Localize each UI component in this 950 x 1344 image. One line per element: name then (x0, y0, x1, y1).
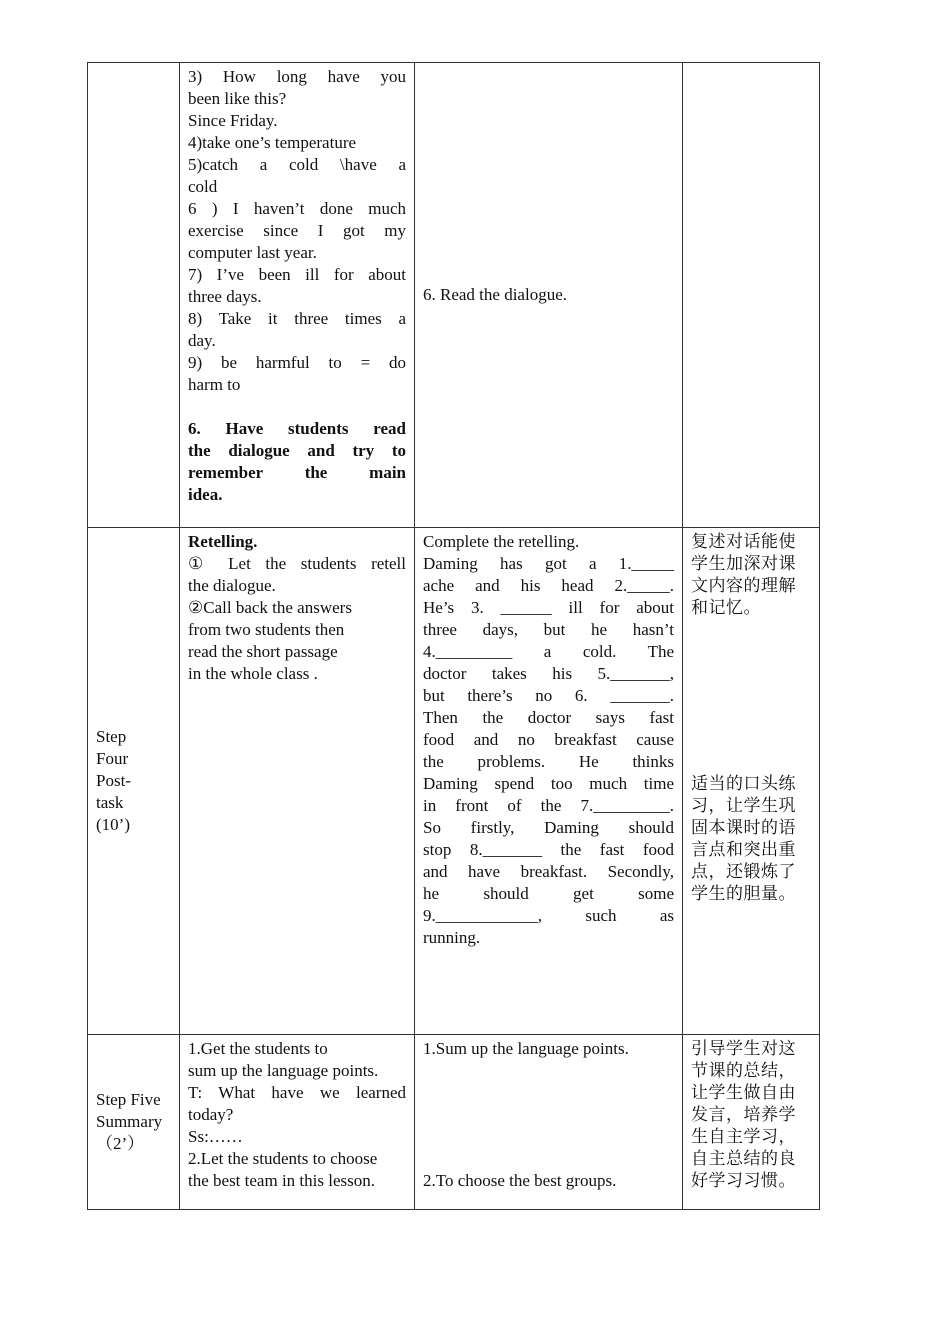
teacher-line: 2.Let the students to choose (188, 1149, 378, 1168)
student-line: he should get some (423, 884, 674, 903)
teacher-activity-cell (180, 63, 415, 528)
teacher-line: day. (188, 331, 216, 350)
student-line: ache and his head 2._____. (423, 576, 674, 595)
student-line: 1.Sum up the language points. (423, 1039, 629, 1058)
teacher-line: harm to (188, 375, 241, 394)
step-cell (88, 63, 180, 528)
teacher-line: ②Call back the answers (188, 598, 352, 617)
student-line: food and no breakfast cause (423, 730, 674, 749)
teacher-line: 1.Get the students to (188, 1039, 328, 1058)
student-line: running. (423, 928, 481, 947)
teacher-line: cold (188, 177, 218, 196)
student-line: 4._________ a cold. The (423, 642, 674, 661)
purpose-line: 发言，培养学 (691, 1105, 796, 1125)
student-line (423, 1126, 674, 1148)
purpose-line: 言点和突出重 (691, 840, 796, 860)
purpose-line (691, 751, 811, 773)
teacher-line: 4)take one’s temperature (188, 133, 357, 152)
student-line: 6. Read the dialogue. (423, 285, 567, 304)
teacher-line: 3) How long have you (188, 67, 406, 86)
student-line: and have breakfast. Secondly, (423, 862, 674, 881)
teacher-line: 6 ) I haven’t done much (188, 199, 406, 218)
teacher-line: today? (188, 1105, 234, 1124)
student-line (423, 1148, 674, 1170)
teacher-line: ① Let the students retell (188, 554, 406, 573)
teacher-line: 5)catch a cold \have a (188, 155, 406, 174)
teacher-line: T: What have we learned (188, 1083, 406, 1102)
purpose-line (691, 619, 811, 641)
teacher-line: 8) Take it three times a (188, 309, 406, 328)
teacher-line: 9) be harmful to = do (188, 353, 406, 372)
purpose-line: 点，还锻炼了 (691, 862, 796, 882)
teacher-line: 7) I’ve been ill for about (188, 265, 406, 284)
purpose-line: 和记忆。 (691, 598, 761, 618)
step-cell (88, 528, 180, 1035)
purpose-line: 适当的口头练 (691, 774, 796, 794)
teacher-line: three days. (188, 287, 262, 306)
teacher-line: the dialogue. (188, 576, 276, 595)
student-line: Complete the retelling. (423, 532, 580, 551)
step-label: (10’) (96, 815, 130, 834)
teacher-line: Retelling. (188, 532, 258, 551)
purpose-line: 好学习习惯。 (691, 1171, 796, 1191)
purpose-line (691, 685, 811, 707)
teacher-line: been like this? (188, 89, 287, 108)
step-label: task (96, 793, 124, 812)
student-line: three days, but he hasn’t (423, 620, 674, 639)
purpose-line (691, 707, 811, 729)
teacher-line: Since Friday. (188, 111, 278, 130)
student-activity-cell (415, 528, 683, 1035)
purpose-line: 固本课时的语 (691, 818, 796, 838)
purpose-cell (683, 528, 820, 1035)
step-cell (88, 1035, 180, 1210)
purpose-line: 生自主学习， (691, 1127, 796, 1147)
purpose-cell (683, 63, 820, 528)
teacher-line: in the whole class . (188, 664, 318, 683)
student-line: in front of the 7._________. (423, 796, 674, 815)
table-row (88, 528, 820, 1035)
student-line: stop 8._______ the fast food (423, 840, 674, 859)
student-activity-cell (415, 63, 683, 528)
student-line: Then the doctor says fast (423, 708, 674, 727)
purpose-line: 文内容的理解 (691, 576, 796, 596)
teacher-line: sum up the language points. (188, 1061, 379, 1080)
student-line: 9.____________, such as (423, 906, 674, 925)
teacher-line: remember the main (188, 463, 406, 482)
teacher-line: the dialogue and try to (188, 441, 406, 460)
step-label: （2’） (96, 1134, 145, 1153)
purpose-line: 节课的总结， (691, 1061, 796, 1081)
purpose-line: 学生加深对课 (691, 554, 796, 574)
student-line: doctor takes his 5._______, (423, 664, 674, 683)
student-line (423, 1104, 674, 1126)
teacher-line: idea. (188, 485, 223, 504)
purpose-line: 习，让学生巩 (691, 796, 796, 816)
student-activity-cell (415, 1035, 683, 1210)
teacher-line: read the short passage (188, 642, 338, 661)
teacher-line (188, 396, 406, 418)
lesson-plan-table (87, 62, 820, 1210)
purpose-line (691, 663, 811, 685)
student-line: He’s 3. ______ ill for about (423, 598, 674, 617)
student-line: So firstly, Daming should (423, 818, 674, 837)
step-label: Post- (96, 771, 131, 790)
step-label: Step (96, 727, 127, 746)
teacher-activity-cell (180, 528, 415, 1035)
purpose-line (691, 641, 811, 663)
student-line: Daming spend too much time (423, 774, 674, 793)
student-line (423, 1082, 674, 1104)
step-label: Step Five (96, 1090, 161, 1109)
teacher-line: exercise since I got my (188, 221, 406, 240)
purpose-line: 自主总结的良 (691, 1149, 796, 1169)
student-line: the problems. He thinks (423, 752, 674, 771)
teacher-line: the best team in this lesson. (188, 1171, 375, 1190)
purpose-line: 引导学生对这 (691, 1039, 796, 1059)
table-row (88, 63, 820, 528)
teacher-line: computer last year. (188, 243, 317, 262)
step-label: Four (96, 749, 129, 768)
student-line: Daming has got a 1._____ (423, 554, 674, 573)
teacher-activity-cell (180, 1035, 415, 1210)
purpose-line (691, 729, 811, 751)
student-line: 2.To choose the best groups. (423, 1171, 617, 1190)
teacher-line: from two students then (188, 620, 345, 639)
student-line: but there’s no 6. _______. (423, 686, 674, 705)
purpose-line: 学生的胆量。 (691, 884, 796, 904)
teacher-line: Ss:…… (188, 1127, 243, 1146)
step-label: Summary (96, 1112, 163, 1131)
teacher-line: 6. Have students read (188, 419, 406, 438)
purpose-cell (683, 1035, 820, 1210)
purpose-line: 复述对话能使 (691, 532, 796, 552)
table-row (88, 1035, 820, 1210)
student-line (423, 1060, 674, 1082)
purpose-line: 让学生做自由 (691, 1083, 796, 1103)
